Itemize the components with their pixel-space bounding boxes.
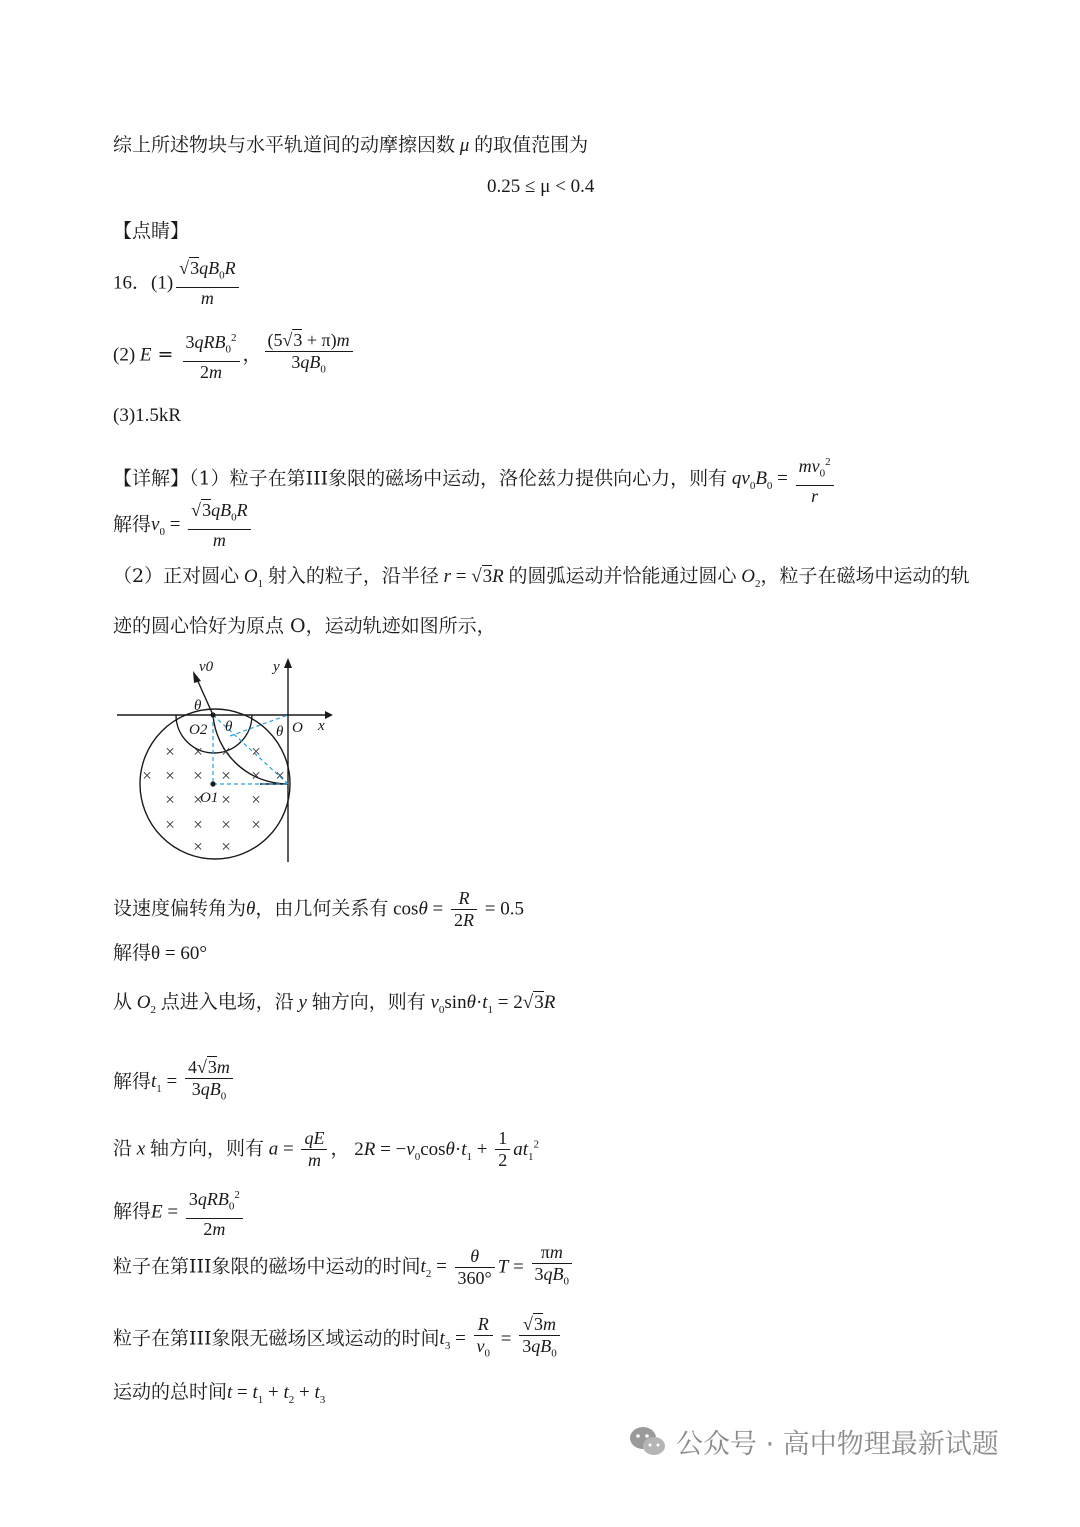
label-o: O <box>292 720 303 736</box>
mu-range: 0.25 ≤ μ < 0.4 <box>487 176 595 197</box>
t3-line: 粒子在第III象限无磁场区域运动的时间$t_3$ = $\frac{R}{v_0}$ = $\frac{√3m}{3qB_0}$ <box>113 1314 563 1365</box>
mu-symbol: μ <box>455 135 475 156</box>
field-mark: × <box>193 766 203 785</box>
total-time-line: 运动的总时间$t = t_1 + t_2 + t_3$ <box>113 1381 326 1406</box>
solve-t1: 解得$t_1$ = $\frac{4√3m}{3qB_0}$ <box>113 1057 236 1108</box>
field-mark: × <box>251 790 261 809</box>
field-mark: × <box>221 790 231 809</box>
t3-ratio-fraction: $\frac{R}{v_0}$ <box>474 1314 494 1365</box>
answer-2-field-fraction: $\frac{3qRB_0^2}{2m}$ <box>183 328 240 383</box>
field-mark: × <box>221 742 231 761</box>
answer-2-time-fraction: $\frac{(5√3 + \pi)m}{3qB_0}$ <box>265 330 353 381</box>
o2-line: 从 $O_2$ 点进入电场，沿 y 轴方向，则有 $v_0\sin\theta\cdot t_1 = 2√3R$ <box>113 991 556 1016</box>
e-fraction: $\frac{3qRB_0^2}{2m}$ <box>186 1185 243 1240</box>
field-mark: × <box>165 790 175 809</box>
field-mark: × <box>275 766 285 785</box>
field-mark: × <box>251 766 261 785</box>
field-mark: × <box>165 766 175 785</box>
t2-angle-fraction: $\frac{\theta}{360^\circ}$ <box>455 1246 495 1289</box>
t3-result-fraction: $\frac{√3m}{3qB_0}$ <box>519 1314 560 1365</box>
y-axis-arrow <box>284 658 292 668</box>
cos-fraction: $\frac{R}{2R}$ <box>451 888 477 931</box>
part2-line-2: 迹的圆心恰好为原点 O，运动轨迹如图所示， <box>113 615 496 637</box>
field-mark: × <box>142 766 152 785</box>
point-label: 【点睛】 <box>113 220 190 242</box>
x-direction-line: 沿 x 轴方向，则有 a = $\frac{qE}{m}$ ， $2R = -v_0\cos\theta\cdot t_1$ + $\frac{1}{2}$ $at_1^2$ <box>113 1128 539 1170</box>
field-mark: × <box>221 837 231 856</box>
x-axis-arrow <box>325 711 333 719</box>
field-mark: × <box>251 815 261 834</box>
t2-line: 粒子在第III象限的磁场中运动的时间$t_2$ = $\frac{\theta}{360^\circ}$ T = $\frac{\pi m}{3qB_0}$ <box>113 1242 575 1293</box>
label-theta-3: θ <box>276 724 284 740</box>
detail-line-1: 【详解】（1）粒子在第III象限的磁场中运动，洛伦兹力提供向心力，则有 $qv_0B_0$ = $\frac{mv_0^2}{r}$ <box>113 452 837 507</box>
answer-16-3: (3)1.5kR <box>113 405 182 426</box>
label-x: x <box>318 718 325 734</box>
field-mark: × <box>165 815 175 834</box>
field-mark: × <box>193 837 203 856</box>
label-theta-1: θ <box>194 698 202 714</box>
field-mark: × <box>193 815 203 834</box>
answer-1-fraction: $\frac{√3qB_0R}{m}$ <box>176 258 238 309</box>
field-mark: × <box>193 742 203 761</box>
label-o2: O2 <box>189 722 208 738</box>
label-v0: v0 <box>199 659 214 675</box>
v0-fraction: $\frac{√3qB_0R}{m}$ <box>188 500 250 551</box>
trajectory-diagram <box>110 652 340 867</box>
wechat-icon <box>628 1425 668 1466</box>
part2-line-1: （2）正对圆心 $O_1$ 射入的粒子，沿半径 r = √3R 的圆弧运动并恰能通过圆心 $O_2$，粒子在磁场中运动的轨 <box>113 565 970 590</box>
angle-line: 设速度偏转角为θ，由几何关系有 cosθ = $\frac{R}{2R}$ = 0.5 <box>113 888 524 930</box>
label-y: y <box>273 659 280 675</box>
field-mark: × <box>251 742 261 761</box>
o1-point <box>210 781 215 786</box>
lorentz-fraction: $\frac{mv_0^2}{r}$ <box>796 452 834 507</box>
field-mark: × <box>221 815 231 834</box>
label-o1: O1 <box>200 790 219 806</box>
solve-v0: 解得$v_0$ = $\frac{√3qB_0R}{m}$ <box>113 500 254 551</box>
field-mark: × <box>193 790 203 809</box>
t2-result-fraction: $\frac{\pi m}{3qB_0}$ <box>532 1242 573 1293</box>
field-mark: × <box>165 742 175 761</box>
field-mark: × <box>221 766 231 785</box>
intro-line: 综上所述物块与水平轨道间的动摩擦因数 μ 的取值范围为 <box>113 134 589 156</box>
answer-16-1: 16．(1) $\frac{√3qB_0R}{m}$ <box>113 258 242 309</box>
acceleration-fraction: $\frac{qE}{m}$ <box>301 1128 327 1171</box>
t1-fraction: $\frac{4√3m}{3qB_0}$ <box>185 1057 233 1108</box>
solve-theta: 解得θ = 60° <box>113 942 207 964</box>
answer-16-2: (2) E = $\frac{3qRB_0^2}{2m}$ ， $\frac{(5√3 + \pi)m}{3qB_0}$ <box>113 328 356 383</box>
label-theta-2: θ <box>225 719 233 735</box>
solve-e: 解得E = $\frac{3qRB_0^2}{2m}$ <box>113 1185 246 1240</box>
watermark: 公众号 · 高中物理最新试题 <box>628 1422 999 1466</box>
o2-point <box>210 712 215 717</box>
half-fraction: $\frac{1}{2}$ <box>495 1128 510 1171</box>
